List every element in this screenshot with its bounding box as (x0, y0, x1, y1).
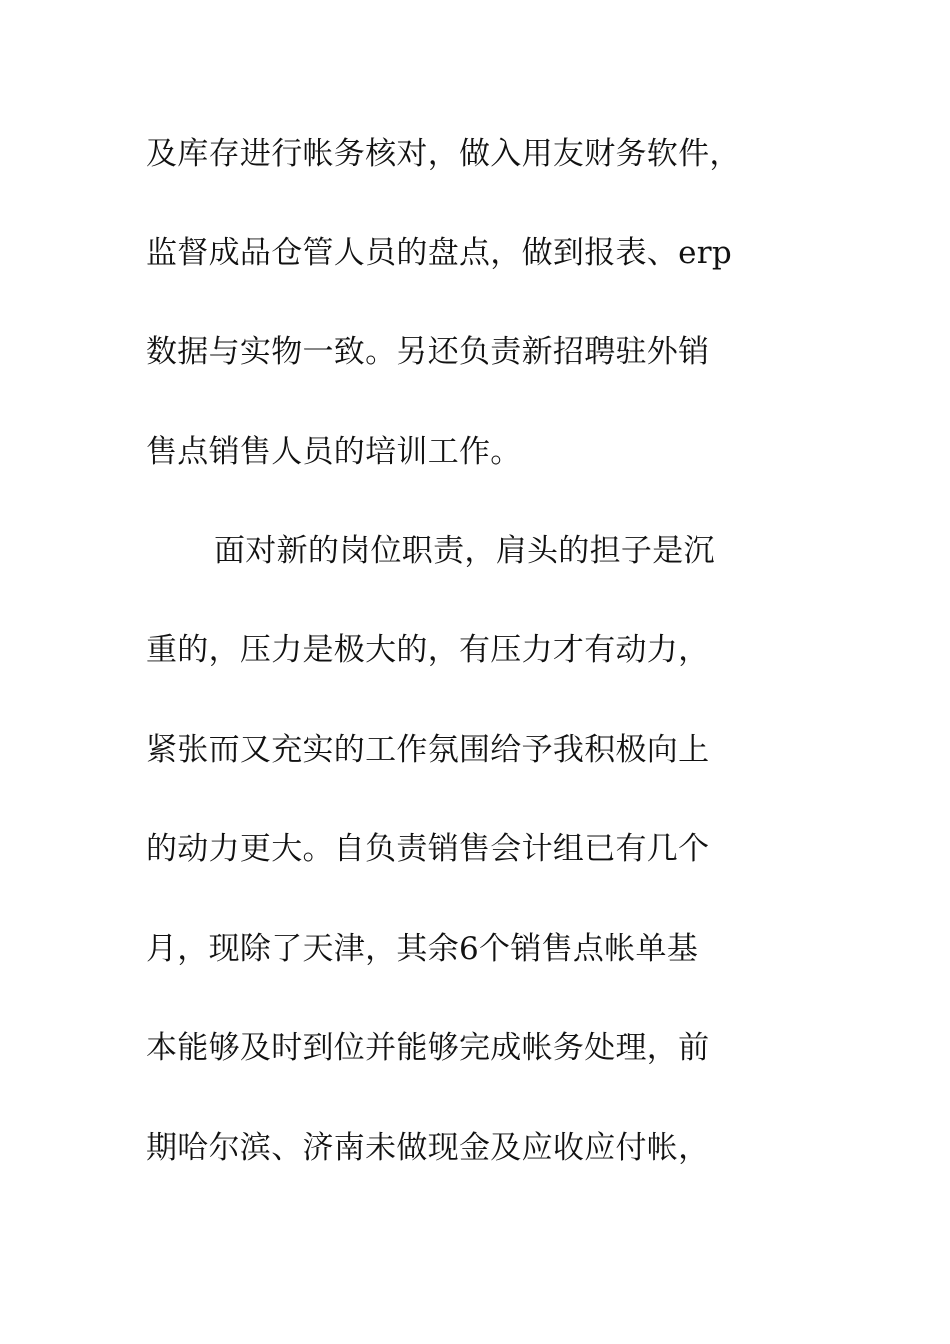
text-line: 期哈尔滨、济南未做现金及应收应付帐， (146, 1130, 710, 1166)
text-line: 月，现除了天津，其余6个销售点帐单基 (146, 931, 699, 967)
text-line: 紧张而又充实的工作氛围给予我积极向上 (146, 732, 710, 768)
text-line: 本能够及时到位并能够完成帐务处理，前 (146, 1030, 710, 1066)
text-line: 的动力更大。自负责销售会计组已有几个 (146, 831, 710, 867)
text-line: 重的，压力是极大的，有压力才有动力， (146, 632, 710, 668)
paragraph-first-line: 面对新的岗位职责，肩头的担子是沉 (214, 533, 715, 569)
text-line: 及库存进行帐务核对，做入用友财务软件， (146, 136, 741, 172)
text-line: 监督成品仓管人员的盘点，做到报表、erp (146, 235, 733, 271)
text-line: 售点销售人员的培训工作。 (146, 434, 522, 470)
text-line: 数据与实物一致。另还负责新招聘驻外销 (146, 334, 710, 370)
